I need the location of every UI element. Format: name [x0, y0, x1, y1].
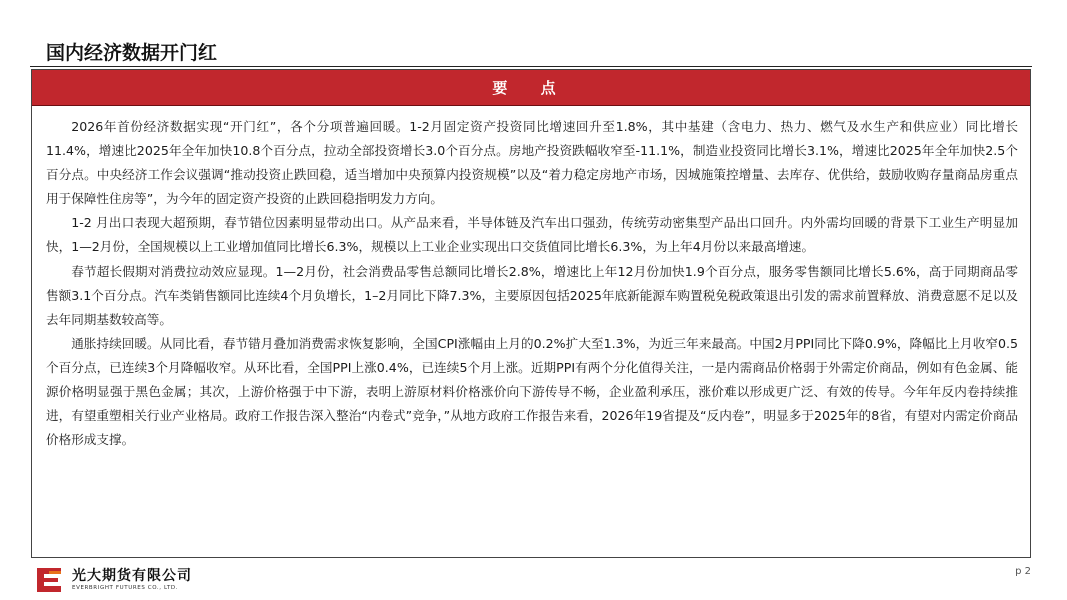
company-name-en: EVERBRIGHT FUTURES CO., LTD.: [72, 585, 179, 591]
page-title: 国内经济数据开门红: [46, 42, 218, 64]
company-name-cn: 光大期货有限公司: [72, 568, 192, 584]
title-divider: [30, 66, 1032, 67]
page-number: p 2: [1015, 566, 1031, 577]
panel-body: [32, 106, 1030, 452]
panel-header: 要 点: [32, 70, 1030, 106]
paragraph-exports: 1-2 月出口表现大超预期，春节错位因素明显带动出口。从产品来看，半导体链及汽车出口强劲，传统劳动密集型产品出口回升。内外需均回暖的背景下工业生产明显加快，1—2月份，全国规模以上工业增加值同比增长6.3%，规模以上工业企业实现出口交货值同比增长6.3%，为上年4月份以来最高增速。: [46, 215, 1018, 255]
everbright-logo-icon: [34, 565, 64, 595]
key-points-panel: [31, 69, 1031, 558]
paragraph-consumption: 春节超长假期对消费拉动效应显现。1—2月份，社会消费品零售总额同比增长2.8%，增速比上年12月份加快1.9个百分点，服务零售额同比增长5.6%，高于同期商品零售额3.1个百分点。汽车类销售额同比连续4个月负增长，1–2月同比下降7.3%，主要原因包括2025年底新能源车购置税免税政策退出引发的需求前置释放、消费意愿不足以及去年同期基数较高等。: [46, 263, 1018, 327]
paragraph-investment: 2026年首份经济数据实现“开门红”，各个分项普遍回暖。1-2月固定资产投资同比增速回升至1.8%，其中基建（含电力、热力、燃气及水生产和供应业）同比增长11.4%，增速比2025年全年加快10.8个百分点，拉动全部投资增长3.0个百分点。房地产投资跌幅收窄至-11.1%，制造业投资同比增长3.1%，增速比2025年全年加快2.5个百分点。中央经济工作会议强调“推动投资止跌回稳，适当增加中央预算内投资规模”以及“着力稳定房地产市场，因城施策控增量、去库存、优供给，鼓励收购存量商品房重点用于保障性住房等”，为今年的固定资产投资的止跌回稳指明发力方向。: [46, 119, 1018, 207]
paragraph-inflation: 通胀持续回暖。从同比看，春节错月叠加消费需求恢复影响，全国CPI涨幅由上月的0.2%扩大至1.3%，为近三年来最高。中国2月PPI同比下降0.9%，降幅比上月收窄0.5个百分点，已连续3个月降幅收窄。从环比看，全国PPI上涨0.4%，已连续5个月上涨。近期PPI有两个分化值得关注，一是内需商品价格弱于外需定价商品，例如有色金属、能源价格明显强于黑色金属；其次，上游价格强于中下游，表明上游原材料价格涨价向下游传导不畅，企业盈利承压，涨价难以形成更广泛、有效的传导。今年年反内卷持续推进，有望重塑相关行业产业格局。政府工作报告深入整治“内卷式”竞争，”从地方政府工作报告来看，2026年19省提及“反内卷”，明显多于2025年的8省，有望对内需定价商品价格形成支撑。: [46, 335, 1018, 448]
company-logo: [34, 565, 192, 595]
